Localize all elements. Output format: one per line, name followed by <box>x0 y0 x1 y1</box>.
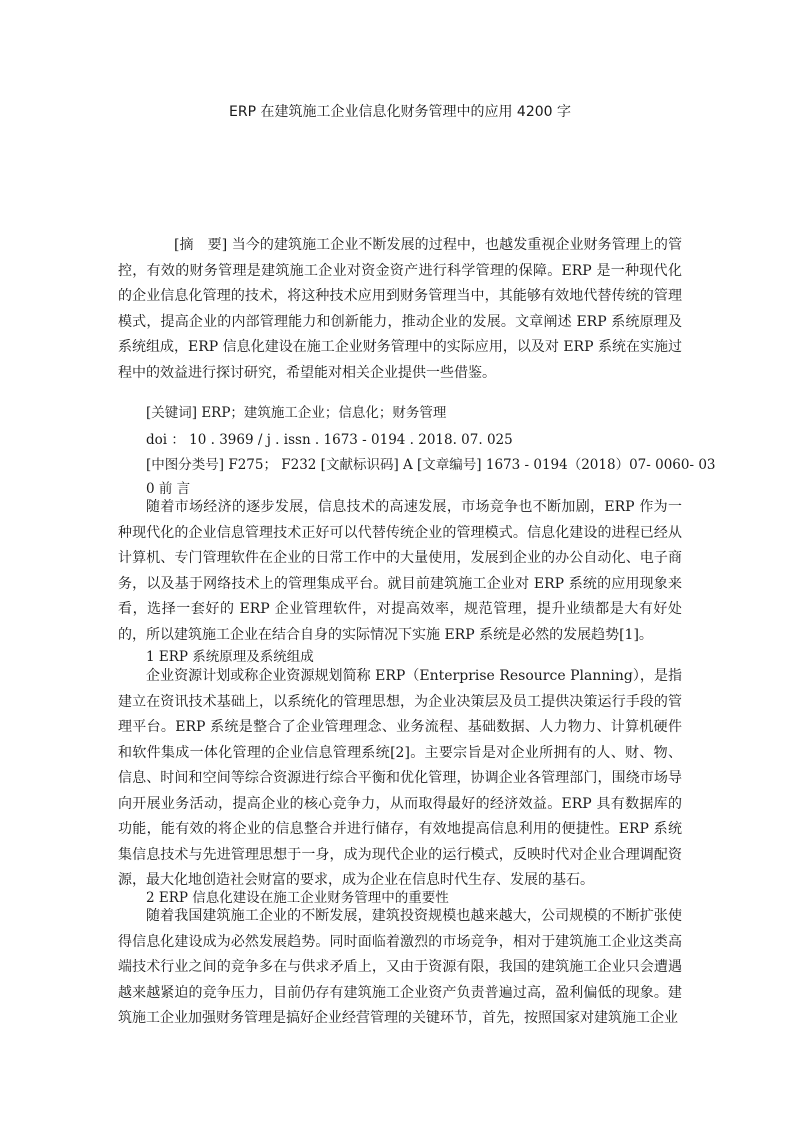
abstract-paragraph: [摘 要] 当今的建筑施工企业不断发展的过程中，也越发重视企业财务管理上的管控，有效的财务管理是建筑施工企业对资金资产进行科学管理的保障。ERP 是一种现代化的企业信息化管理的技术，将这种技术应用到财务管理当中，其能够有效地代替传统的管理模式，提高企业的内部管理能力和创新能力，推动企业的发展。文章阐述 ERP 系统原理及系统组成，ERP 信息化建设在施工企业财务管理中的实际应用，以及对 ERP 系统在实施过程中的效益进行探讨研究，希望能对相关企业提供一些借鉴。 <box>118 237 682 381</box>
section-heading-intro: 0 前 言 <box>146 481 191 497</box>
keywords-line: [关键词] ERP；建筑施工企业；信息化；财务管理 <box>146 405 447 421</box>
classification-line: [中图分类号] F275； F232 [文献标识码] A [文章编号] 1673 - 0194（2018）07- 0060- 03 <box>146 457 716 473</box>
doi-line: doi ： 10 . 3969 / j . issn . 1673 - 0194 . 2018. 07. 025 <box>146 432 513 448</box>
section-heading-1: 1 ERP 系统原理及系统组成 <box>146 649 314 665</box>
section-paragraph-intro: 随着市场经济的逐步发展，信息技术的高速发展，市场竞争也不断加剧，ERP 作为一种现代化的企业信息管理技术正好可以代替传统企业的管理模式。信息化建设的进程已经从计算机、专门管理软件在企业的日常工作中的大量使用，发展到企业的办公自动化、电子商务，以及基于网络技术上的管理集成平台。就目前建筑施工企业对 ERP 系统的应用现象来看，选择一套好的 ERP 企业管理软件，对提高效率，规范管理，提升业绩都是大有好处的，所以建筑施工企业在结合自身的实际情况下实施 ERP 系统是必然的发展趋势[1]。 <box>118 499 682 643</box>
section-heading-2: 2 ERP 信息化建设在施工企业财务管理中的重要性 <box>146 890 449 906</box>
section-paragraph-1: 企业资源计划或称企业资源规划简称 ERP（Enterprise Resource Planning），是指建立在资讯技术基础上，以系统化的管理思想，为企业决策层及员工提供决策运行手段的管理平台。ERP 系统是整合了企业管理理念、业务流程、基础数据、人力物力、计算机硬件和软件集成一体化管理的企业信息管理系统[2]。主要宗旨是对企业所拥有的人、财、物、信息、时间和空间等综合资源进行综合平衡和优化管理，协调企业各管理部门，围绕市场导向开展业务活动，提高企业的核心竞争力，从而取得最好的经济效益。ERP 具有数据库的功能，能有效的将企业的信息整合并进行储存，有效地提高信息利用的便捷性。ERP 系统集信息技术与先进管理思想于一身，成为现代企业的运行模式，反映时代对企业合理调配资源，最大化地创造社会财富的要求，成为企业在信息时代生存、发展的基石。 <box>118 668 682 888</box>
section-paragraph-2: 随着我国建筑施工企业的不断发展，建筑投资规模也越来越大，公司规模的不断扩张使得信息化建设成为必然发展趋势。同时面临着激烈的市场竞争，相对于建筑施工企业这类高端技术行业之间的竞争多在与供求矛盾上，又由于资源有限，我国的建筑施工企业只会遭遇越来越紧迫的竞争压力，目前仍存有建筑施工企业资产负责普遍过高，盈利偏低的现象。建筑施工企业加强财务管理是搞好企业经营管理的关键环节，首先，按照国家对建筑施工企业 <box>118 908 682 1026</box>
page-title: ERP 在建筑施工企业信息化财务管理中的应用 4200 字 <box>229 104 571 120</box>
